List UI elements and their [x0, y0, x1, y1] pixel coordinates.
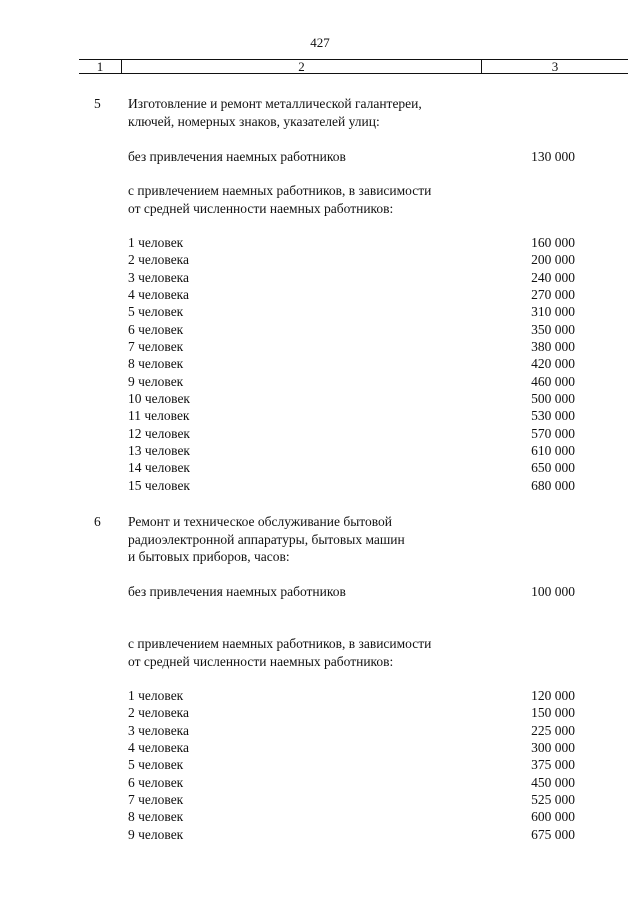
- with-employees-line: с привлечением наемных работников, в зависимости: [128, 636, 432, 651]
- section-title: [128, 513, 405, 566]
- row-label: 5 человек: [128, 304, 184, 320]
- row-amount: 240 000: [531, 269, 575, 285]
- row-label: 6 человек: [128, 321, 184, 337]
- row-label: 7 человек: [128, 339, 184, 355]
- with-employees-line: от средней численности наемных работников:: [128, 200, 394, 216]
- table-row: [128, 808, 575, 825]
- without-employees-amount: 130 000: [531, 149, 575, 164]
- section-title-line: Ремонт и техническое обслуживание бытовой: [128, 514, 393, 529]
- row-amount: 160 000: [531, 235, 575, 250]
- table-row: [128, 234, 575, 251]
- with-employees-line: с привлечением наемных работников, в зависимости: [128, 183, 432, 198]
- table-row: [128, 756, 575, 773]
- row-label: 4 человека: [128, 740, 190, 756]
- with-employees-text: [128, 182, 431, 217]
- without-employees-label: без привлечения наемных работников: [128, 149, 346, 164]
- with-employees-text: [128, 635, 431, 670]
- row-amount: 200 000: [531, 252, 575, 268]
- row-label: 3 человека: [128, 269, 190, 285]
- row-label: 9 человек: [128, 826, 184, 842]
- header-col-1: 1: [96, 59, 104, 74]
- page-number: 427: [310, 35, 330, 50]
- table-header: [79, 59, 628, 74]
- table-row: [128, 373, 575, 390]
- section-title-line: ключей, номерных знаков, указателей улиц:: [128, 113, 380, 129]
- row-amount: 375 000: [531, 757, 575, 773]
- table-row: [128, 442, 575, 459]
- table-row: [128, 286, 575, 303]
- row-amount: 530 000: [531, 408, 575, 424]
- table-row: [128, 321, 575, 338]
- row-label: 14 человек: [128, 460, 190, 476]
- section-number: 6: [94, 514, 101, 529]
- table-row: [128, 303, 575, 320]
- table-row: [128, 338, 575, 355]
- row-label: 5 человек: [128, 757, 184, 773]
- row-label: 8 человек: [128, 809, 184, 825]
- without-employees-label: без привлечения наемных работников: [128, 584, 346, 599]
- row-amount: 650 000: [531, 460, 575, 476]
- employee-rate-list: [128, 687, 575, 843]
- row-amount: 350 000: [531, 321, 575, 337]
- row-label: 2 человека: [128, 252, 190, 268]
- table-row: [128, 477, 575, 494]
- row-amount: 500 000: [531, 391, 575, 407]
- row-label: 13 человек: [128, 443, 190, 459]
- row-label: 10 человек: [128, 391, 190, 407]
- table-row: [128, 425, 575, 442]
- table-row: [128, 407, 575, 424]
- row-amount: 460 000: [531, 373, 575, 389]
- row-amount: 570 000: [531, 425, 575, 441]
- table-row: [128, 355, 575, 372]
- table-row: [128, 739, 575, 756]
- row-label: 1 человек: [128, 688, 184, 703]
- row-amount: 675 000: [531, 826, 575, 842]
- row-label: 2 человека: [128, 705, 190, 721]
- row-label: 3 человека: [128, 722, 190, 738]
- row-amount: 270 000: [531, 287, 575, 303]
- table-row: [128, 826, 575, 843]
- row-label: 9 человек: [128, 373, 184, 389]
- section-title-line: Изготовление и ремонт металлической галантереи,: [128, 96, 422, 111]
- row-amount: 380 000: [531, 339, 575, 355]
- header-col-3: 3: [481, 60, 628, 73]
- row-amount: 420 000: [531, 356, 575, 372]
- table-row: [128, 269, 575, 286]
- row-amount: 450 000: [531, 774, 575, 790]
- row-amount: 610 000: [531, 443, 575, 459]
- row-label: 12 человек: [128, 425, 190, 441]
- table-row: [128, 722, 575, 739]
- row-amount: 525 000: [531, 792, 575, 808]
- with-employees-line: от средней численности наемных работников:: [128, 653, 394, 669]
- without-employees-line: [128, 148, 575, 166]
- section-title: [128, 95, 422, 130]
- row-amount: 225 000: [531, 722, 575, 738]
- section-title-line: радиоэлектронной аппаратуры, бытовых машин: [128, 531, 405, 547]
- row-label: 11 человек: [128, 408, 190, 424]
- row-amount: 120 000: [531, 688, 575, 703]
- row-amount: 150 000: [531, 705, 575, 721]
- section-number: 5: [94, 96, 101, 111]
- row-amount: 300 000: [531, 740, 575, 756]
- table-row: [128, 390, 575, 407]
- row-amount: 310 000: [531, 304, 575, 320]
- row-label: 8 человек: [128, 356, 184, 372]
- header-col-2: 2: [121, 60, 481, 73]
- table-row: [128, 704, 575, 721]
- section-title-line: и бытовых приборов, часов:: [128, 549, 290, 564]
- table-row: [128, 459, 575, 476]
- table-row: [128, 791, 575, 808]
- row-label: 6 человек: [128, 774, 184, 790]
- employee-rate-list: [128, 234, 575, 494]
- table-row: [128, 774, 575, 791]
- without-employees-amount: 100 000: [531, 584, 575, 599]
- row-amount: 680 000: [531, 477, 575, 493]
- row-label: 4 человека: [128, 287, 190, 303]
- table-row: [128, 687, 575, 704]
- without-employees-line: [128, 583, 575, 601]
- table-row: [128, 251, 575, 268]
- row-label: 7 человек: [128, 792, 184, 808]
- row-label: 1 человек: [128, 235, 184, 250]
- row-label: 15 человек: [128, 477, 190, 493]
- row-amount: 600 000: [531, 809, 575, 825]
